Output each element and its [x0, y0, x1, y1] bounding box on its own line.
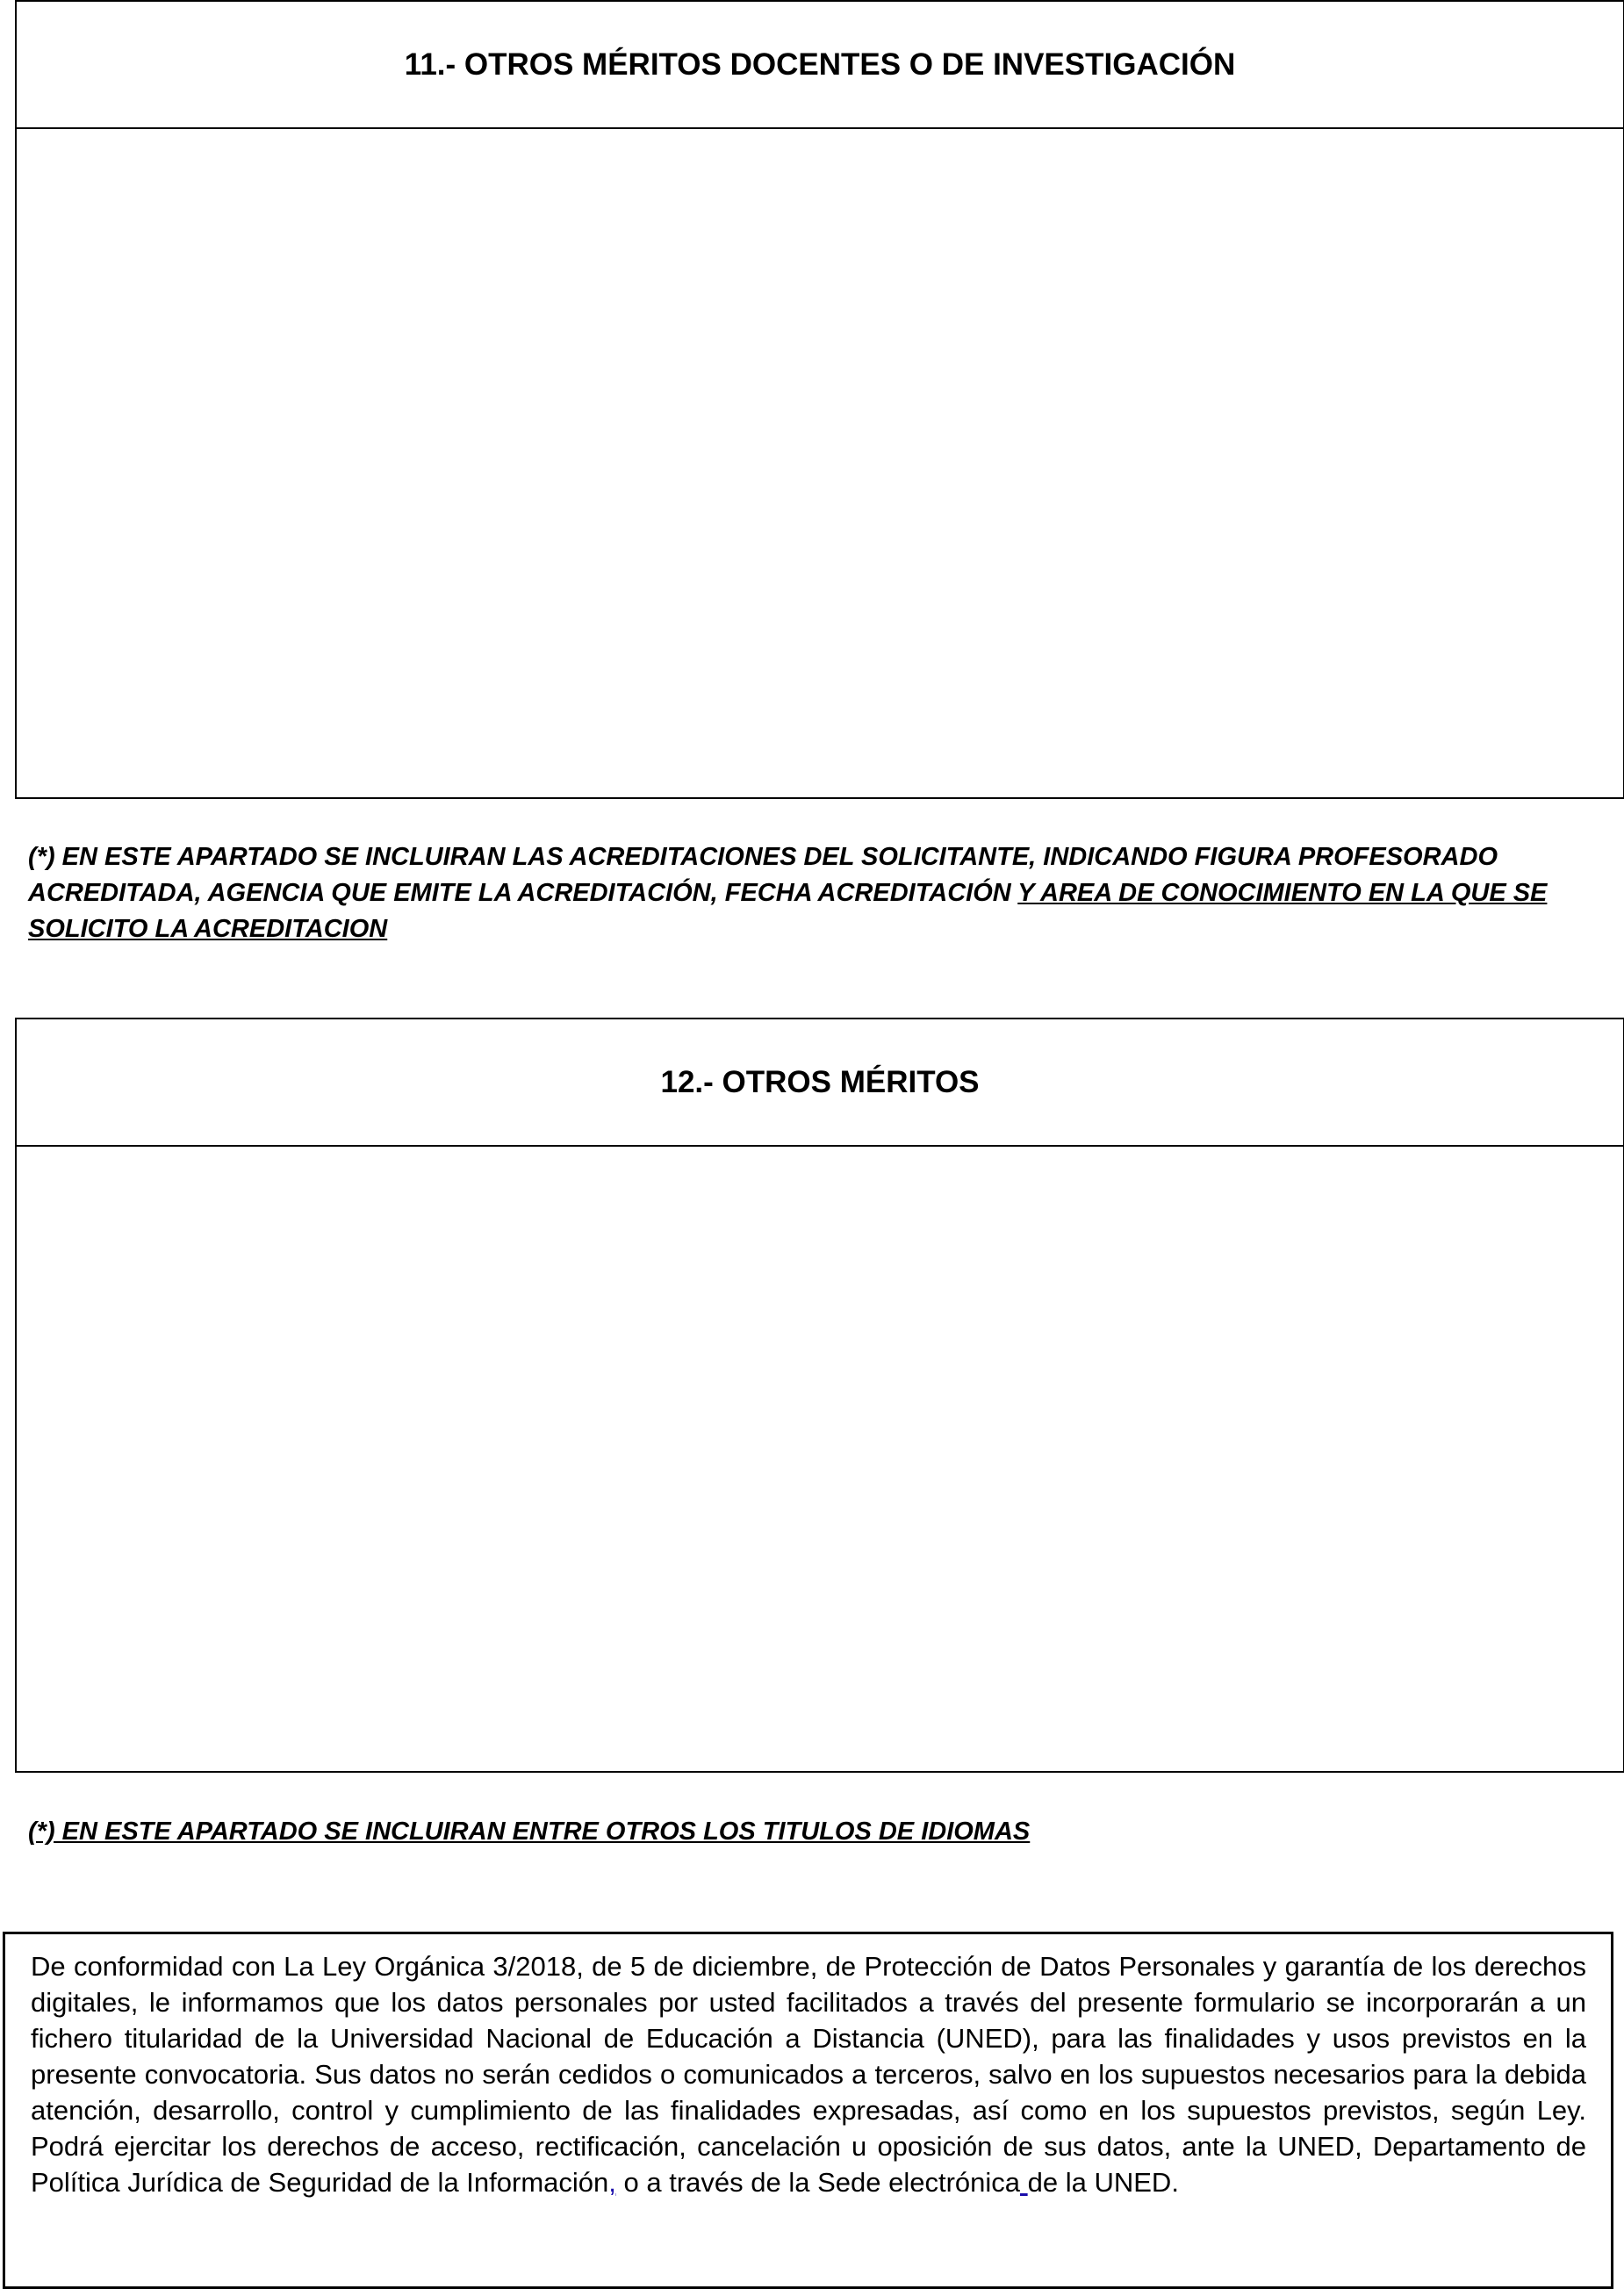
- privacy-link-1[interactable]: ,: [608, 2167, 616, 2198]
- section-11-note-underlined: Y AREA DE CONOCIMIENTO EN LA QUE SE SOLICITO LA ACREDITACION: [28, 879, 1548, 943]
- section-11-note: [28, 839, 1608, 947]
- privacy-link-2[interactable]: [1020, 2167, 1028, 2198]
- section-12-note: (*) EN ESTE APARTADO SE INCLUIRAN ENTRE OTROS LOS TITULOS DE IDIOMAS: [28, 1818, 1031, 1846]
- privacy-text-part1: De conformidad con La Ley Orgánica 3/2018, de 5 de diciembre, de Protección de Datos Personales y garantía de los derechos digitales, le informamos que los datos personales por usted facilitados a través del presente formulario se incorporarán a un fichero titularidad de la Universidad Nacional de Educación a Distancia (UNED), para las finalidades y usos previstos en la presente convocatoria. Sus datos no serán cedidos o comunicados a terceros, salvo en los supuestos necesarios para la debida atención, desarrollo, control y cumplimiento de las finalidades expresadas, así como en los supuestos previstos, según Ley. Podrá ejercitar los derechos de acceso, rectificación, cancelación u oposición de sus datos, ante la UNED, Departamento de Política Jurídica de Seguridad de la Información: [31, 1951, 1586, 2198]
- privacy-text-part3: de la UNED.: [1027, 2167, 1179, 2198]
- privacy-notice: [3, 1932, 1613, 2289]
- section-12-content-area[interactable]: [17, 1147, 1623, 1771]
- section-11-content-area[interactable]: [17, 129, 1623, 797]
- section-12-title: 12.- OTROS MÉRITOS: [17, 1019, 1623, 1147]
- privacy-text-part2: o a través de la Sede electrónica: [615, 2167, 1021, 2198]
- section-11-box: [15, 0, 1624, 799]
- section-12-box: [15, 1018, 1624, 1773]
- section-11-note-text: (*) EN ESTE APARTADO SE INCLUIRAN LAS ACREDITACIONES DEL SOLICITANTE, INDICANDO FIGURA PROFESORADO ACREDITADA, AGENCIA QUE EMITE LA ACREDITACIÓN, FECHA ACREDITACIÓN: [28, 843, 1498, 907]
- section-11-title: 11.- OTROS MÉRITOS DOCENTES O DE INVESTIGACIÓN: [17, 2, 1623, 129]
